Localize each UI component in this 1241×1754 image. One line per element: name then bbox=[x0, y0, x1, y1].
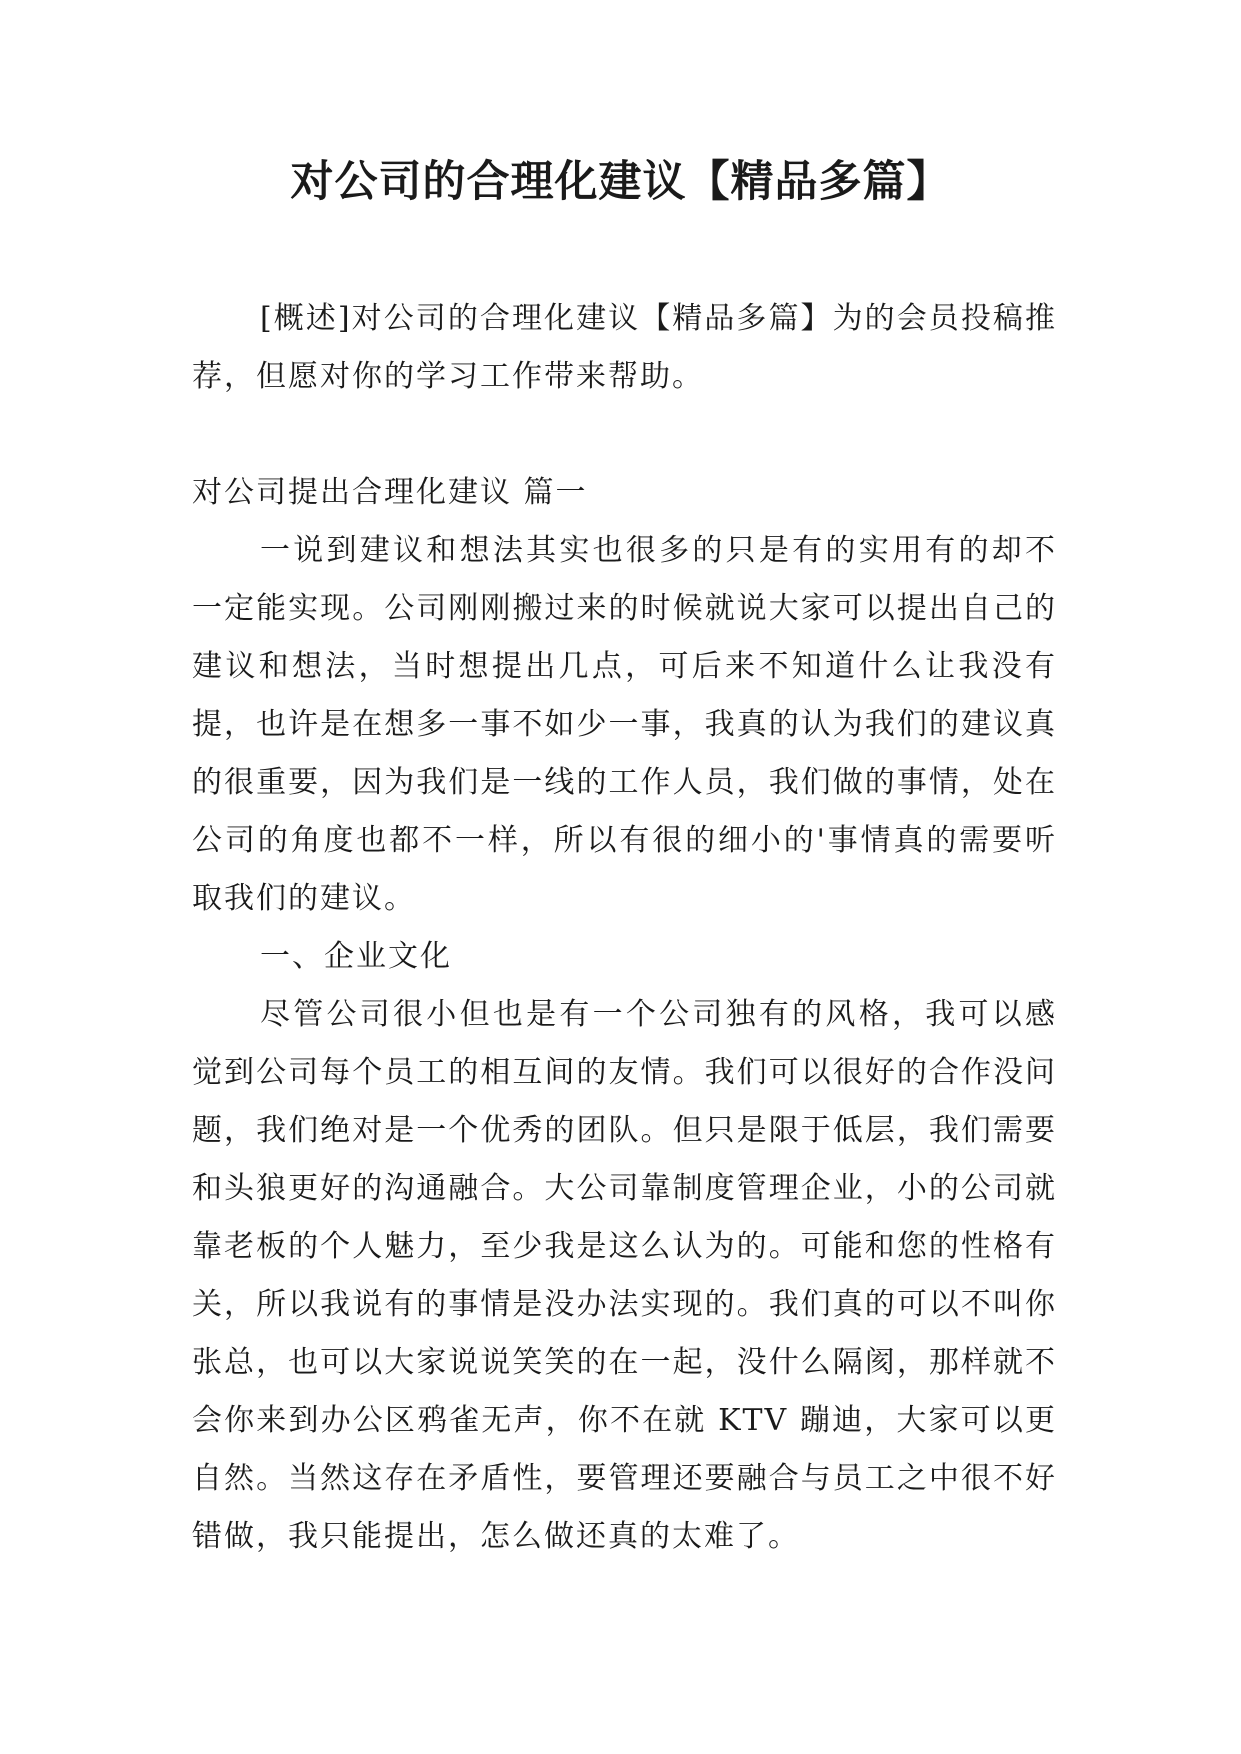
summary-paragraph: [概述]对公司的合理化建议【精品多篇】为的会员投稿推荐，但愿对你的学习工作带来帮助。 bbox=[192, 301, 1057, 394]
body-paragraph-1: 一说到建议和想法其实也很多的只是有的实用有的却不一定能实现。公司刚刚搬过来的时候就说大家可以提出自己的建议和想法，当时想提出几点，可后来不知道什么让我没有提，也许是在想多一事不如少一事，我真的认为我们的建议真的很重要，因为我们是一线的工作人员，我们做的事情，处在公司的角度也都不一样，所以有很的细小的'事情真的需要听取我们的建议。 bbox=[192, 533, 1057, 916]
paragraph-gap bbox=[192, 406, 1057, 464]
section-heading: 对公司提出合理化建议 篇一 bbox=[192, 475, 588, 510]
body-paragraph-2: 尽管公司很小但也是有一个公司独有的风格，我可以感觉到公司每个员工的相互间的友情。我们可以很好的合作没问题，我们绝对是一个优秀的团队。但只是限于低层，我们需要和头狼更好的沟通融合。大公司靠制度管理企业，小的公司就靠老板的个人魅力，至少我是这么认为的。可能和您的性格有关，所以我说有的事情是没办法实现的。我们真的可以不叫你张总，也可以大家说说笑笑的在一起，没什么隔阂，那样就不会你来到办公区鸦雀无声，你不在就 KTV 蹦迪，大家可以更自然。当然这存在矛盾性，要管理还要融合与员工之中很不好错做，我只能提出，怎么做还真的太难了。 bbox=[192, 997, 1057, 1554]
document-body bbox=[192, 290, 1057, 1566]
subheading-enterprise-culture: 一、企业文化 bbox=[260, 939, 452, 974]
document-title: 对公司的合理化建议【精品多篇】 bbox=[290, 157, 951, 207]
